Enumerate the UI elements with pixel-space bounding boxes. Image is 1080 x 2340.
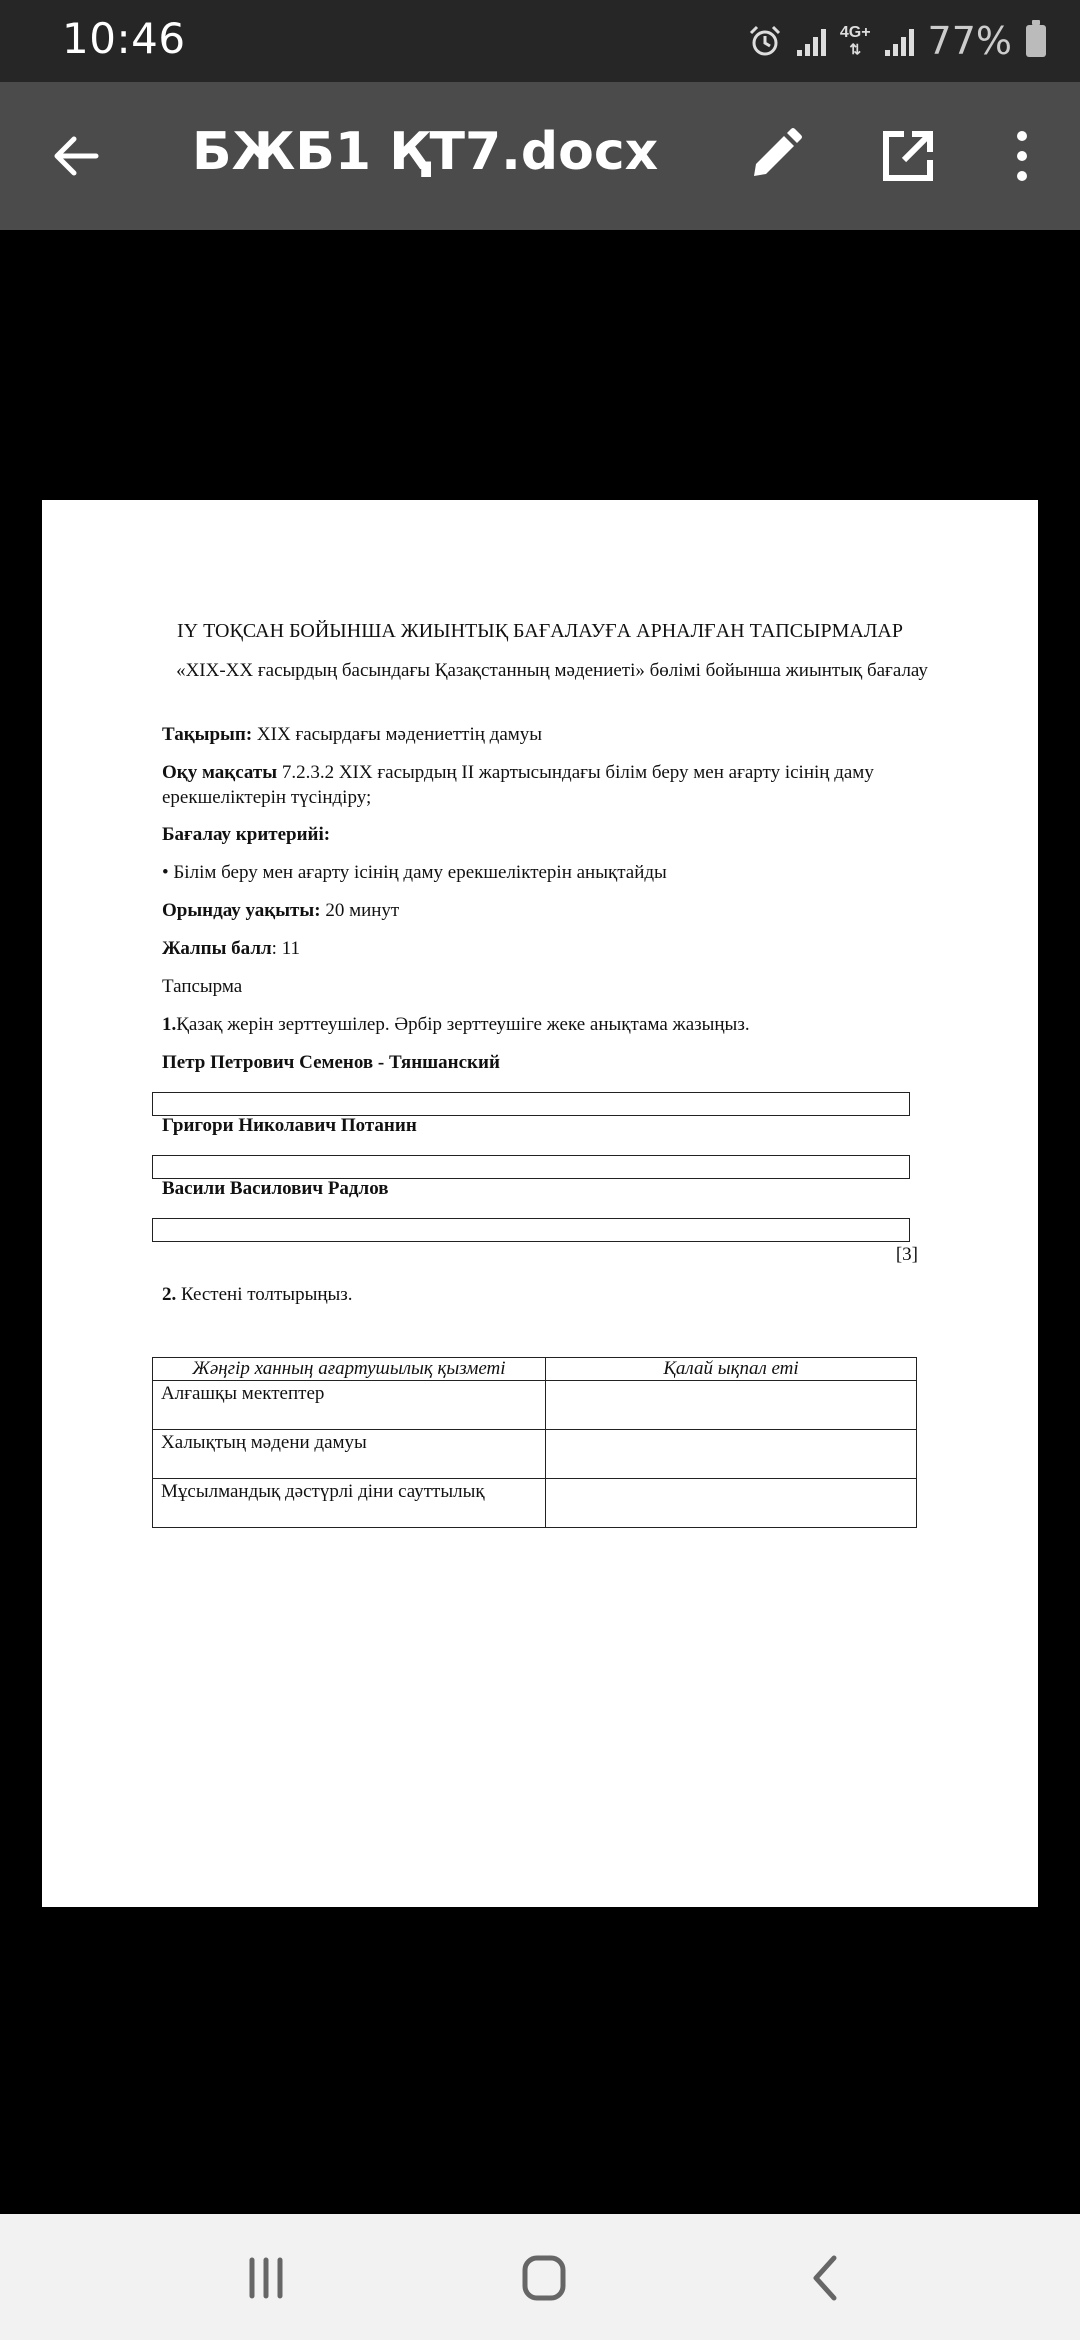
question-2 — [162, 1282, 962, 1307]
total-value: : 11 — [271, 938, 300, 959]
table-cell[interactable] — [546, 1381, 917, 1430]
alarm-icon — [747, 23, 783, 59]
table-header: Жәңгір ханның ағартушылық қызметі — [153, 1358, 546, 1381]
table-cell: Алғашқы мектептер — [153, 1381, 546, 1430]
total-label: Жалпы балл — [162, 938, 272, 959]
table-cell[interactable] — [546, 1479, 917, 1528]
signal-icon — [797, 26, 826, 56]
status-icons — [747, 18, 1046, 64]
table-header: Қалай ықпал еті — [546, 1358, 917, 1381]
home-icon[interactable] — [514, 2250, 574, 2306]
topic-label: Тақырып: — [162, 724, 253, 745]
battery-icon — [1026, 25, 1046, 57]
time-label: Орындау уақыты: — [162, 900, 321, 921]
edit-pencil-icon[interactable] — [742, 124, 806, 188]
table-header-row — [153, 1358, 917, 1381]
navigation-bar — [0, 2214, 1080, 2340]
open-external-icon[interactable] — [876, 124, 940, 188]
recent-apps-icon[interactable] — [236, 2250, 296, 2306]
question-2-text: Кестені толтырыңыз. — [176, 1284, 353, 1305]
more-vert-icon[interactable] — [990, 124, 1054, 188]
status-bar — [0, 0, 1080, 82]
back-icon[interactable] — [796, 2250, 856, 2306]
criteria-label: Бағалау критерийі: — [162, 824, 331, 845]
total-line — [162, 936, 962, 961]
activity-table — [152, 1357, 917, 1528]
app-bar — [0, 82, 1080, 230]
table-row — [153, 1430, 917, 1479]
network-type: 4G+ ⇅ — [839, 24, 871, 57]
signal-icon — [885, 26, 914, 56]
goal-label: Оқу мақсаты — [162, 762, 278, 783]
table-cell[interactable] — [546, 1430, 917, 1479]
clock: 10:46 — [62, 14, 186, 63]
time-line — [162, 898, 962, 923]
table-row — [153, 1479, 917, 1528]
table-cell: Мұсылмандық дәстүрлі діни сауттылық — [153, 1479, 546, 1528]
topic-line — [162, 722, 962, 747]
network-label: 4G+ — [839, 24, 871, 41]
question-1-number: 1. — [162, 1014, 177, 1035]
question-2-number: 2. — [162, 1284, 177, 1305]
table-row — [153, 1381, 917, 1430]
person-2: Григори Николавич Потанин — [162, 1115, 417, 1136]
document-subheading: «ХІХ-ХХ ғасырдың басындағы Қазақстанның мәдениеті» бөлімі бойынша жиынтық бағалау — [176, 660, 928, 681]
answer-box-3[interactable] — [152, 1218, 910, 1242]
goal-value: 7.2.3.2 ХІХ ғасырдың ІІ жартысындағы білім беру мен ағарту ісінің даму ерекшеліктерін түсіндіру; — [162, 762, 874, 808]
back-arrow-icon[interactable] — [46, 126, 106, 186]
criteria-item: • Білім беру мен ағарту ісінің даму ерекшеліктерін анықтайды — [162, 862, 667, 883]
person-1: Петр Петрович Семенов - Тяншанский — [162, 1052, 500, 1073]
question-1 — [162, 1012, 962, 1037]
task-label: Тапсырма — [162, 976, 243, 997]
battery-percent: 77% — [927, 19, 1012, 63]
document-title: БЖБ1 ҚТ7.docx — [192, 122, 659, 182]
question-1-score: [3] — [895, 1244, 918, 1265]
table-cell: Халықтың мәдени дамуы — [153, 1430, 546, 1479]
document-heading: ІҮ ТОҚСАН БОЙЫНША ЖИЫНТЫҚ БАҒАЛАУҒА АРНАЛҒАН ТАПСЫРМАЛАР — [177, 620, 903, 642]
document-page[interactable] — [42, 500, 1038, 1907]
time-value: 20 минут — [320, 900, 400, 921]
topic-value: ХІХ ғасырдағы мәдениеттің дамуы — [252, 724, 543, 745]
goal-line — [162, 760, 962, 810]
question-1-text: Қазақ жерін зерттеушілер. Әрбір зерттеушіге жеке анықтама жазыңыз. — [176, 1014, 750, 1035]
person-3: Васили Василович Радлов — [162, 1178, 389, 1199]
